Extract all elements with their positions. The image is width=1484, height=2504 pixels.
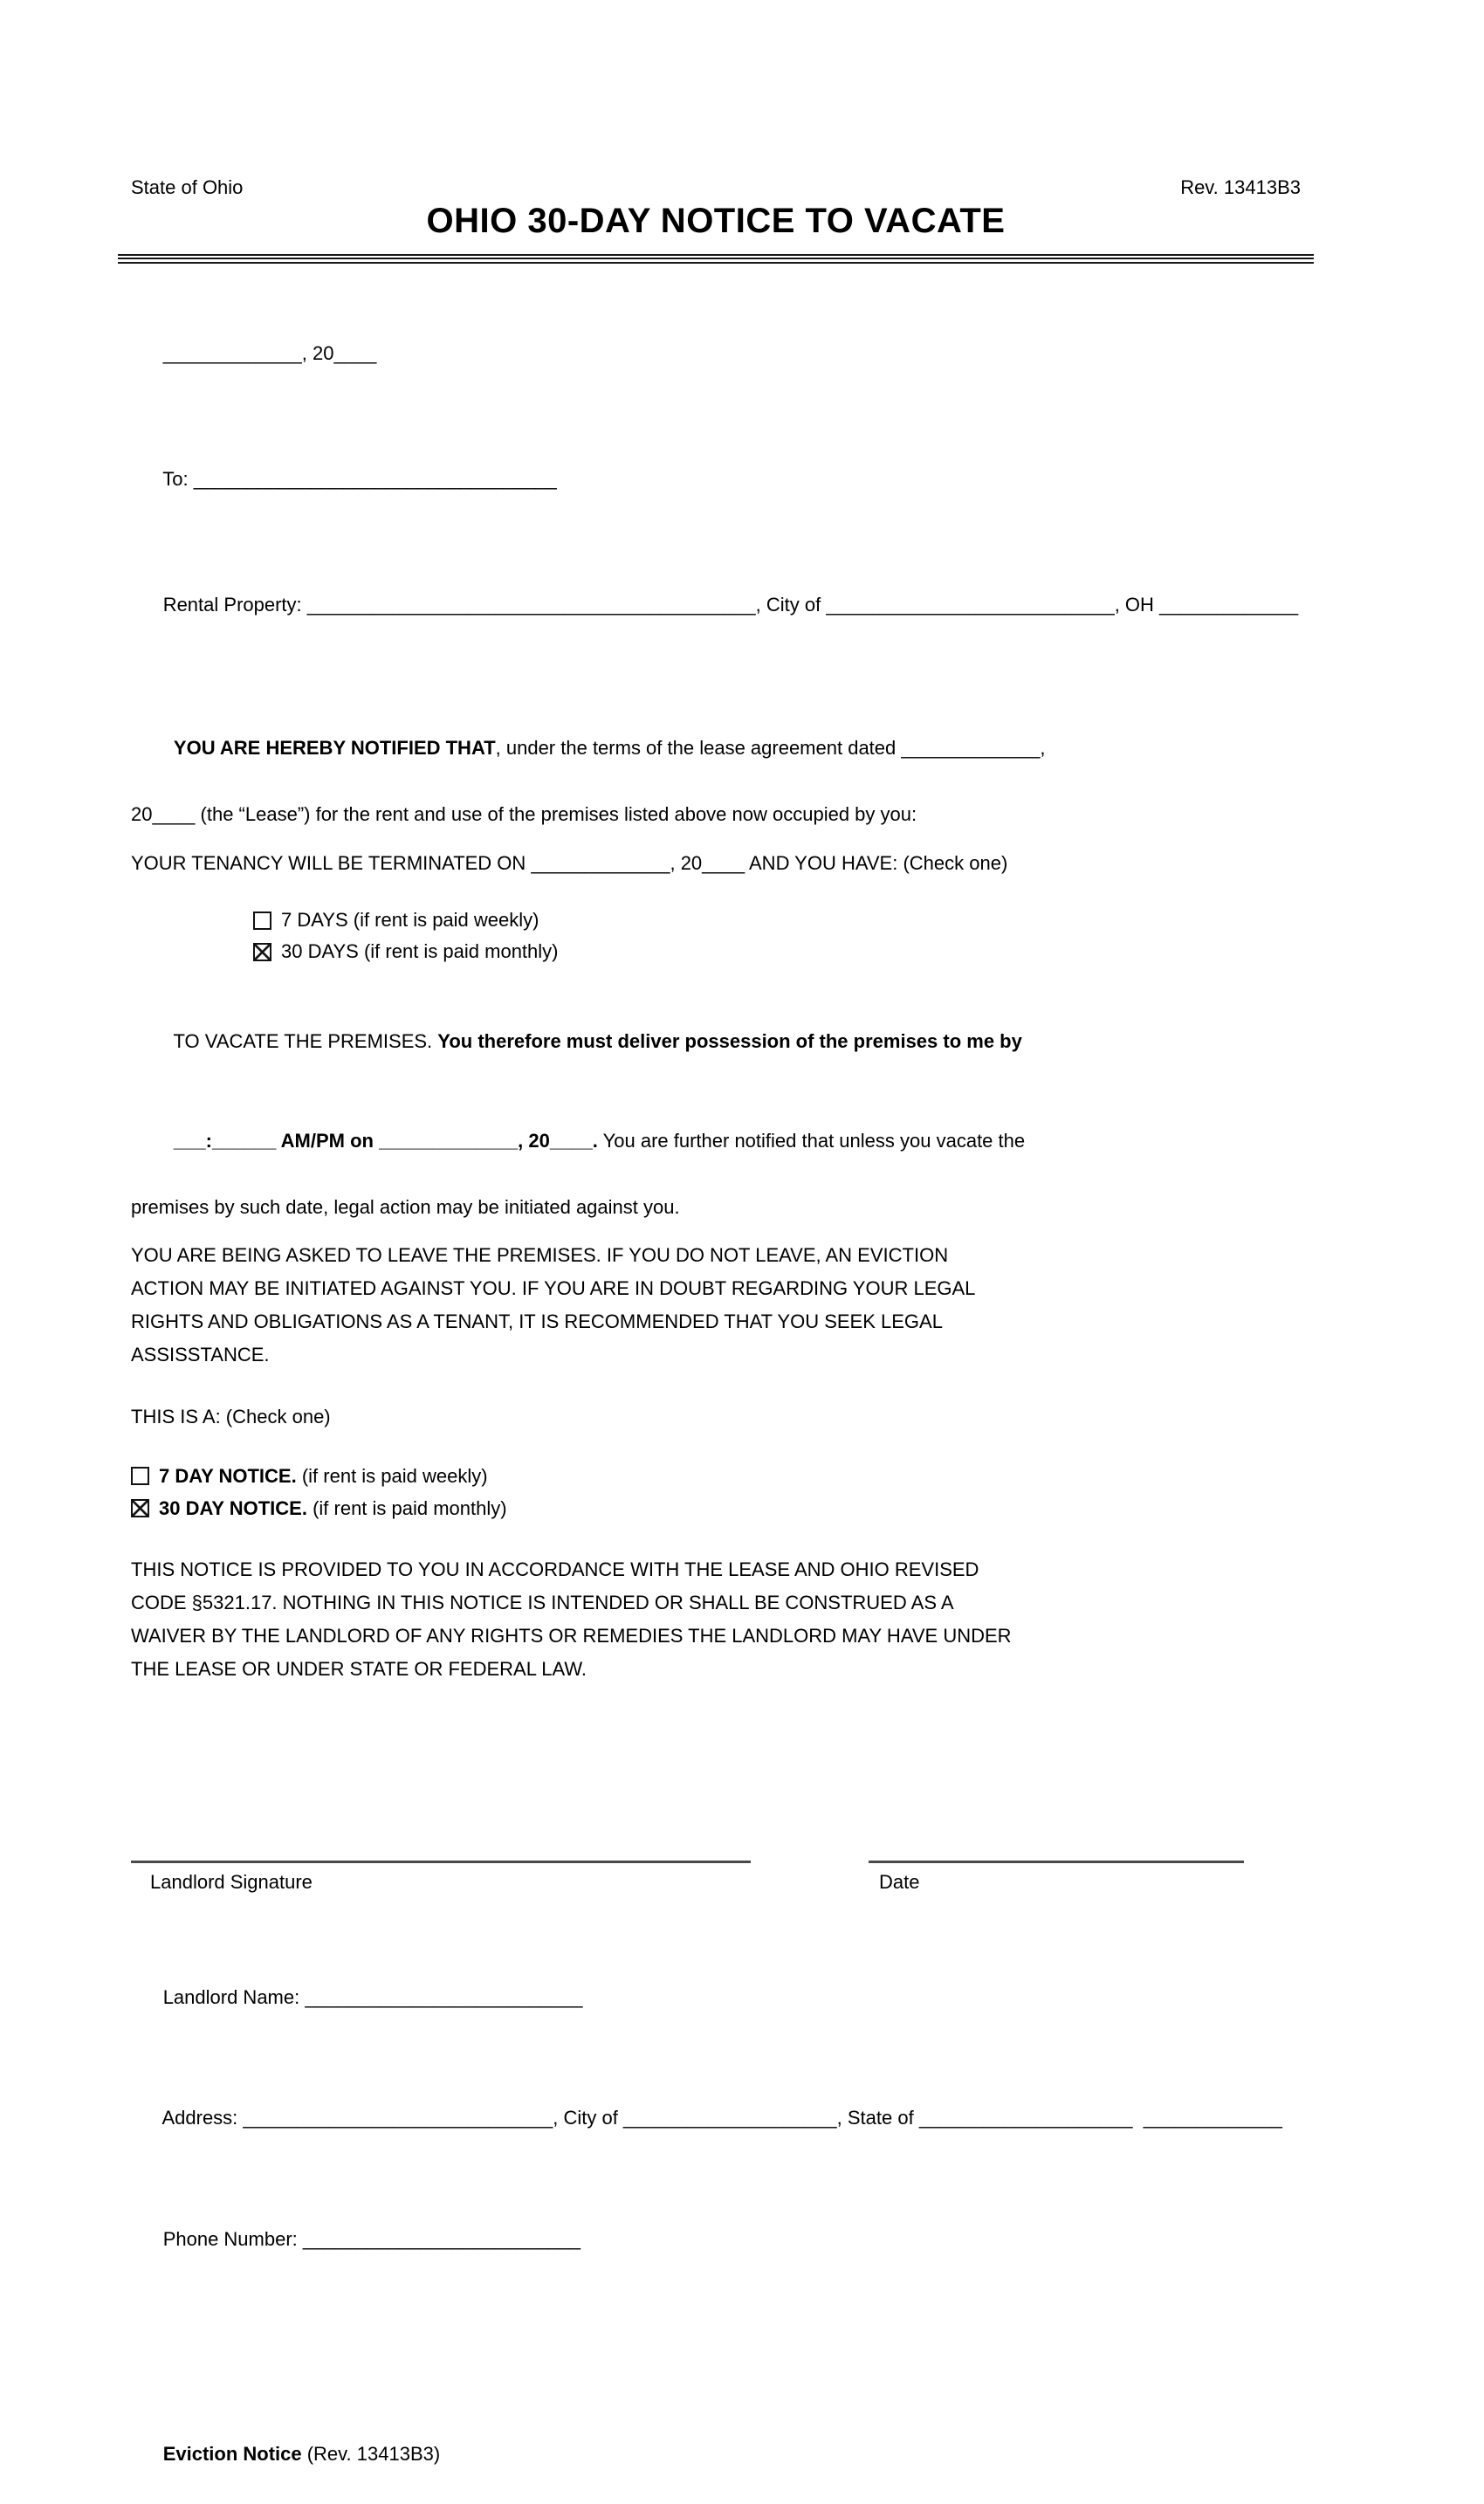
checkbox-label-7-days: 7 DAYS (if rent is paid weekly) bbox=[281, 909, 539, 931]
checkbox-label-30-day-notice: 30 DAY NOTICE. bbox=[159, 1497, 307, 1519]
notice-type-checkbox-list bbox=[131, 1460, 1301, 1524]
signature-block bbox=[131, 1861, 1301, 1895]
checkbox-note-7-day-notice: (if rent is paid weekly) bbox=[296, 1465, 488, 1487]
state-label: State of Ohio bbox=[131, 176, 244, 198]
vacate-line-1 bbox=[131, 992, 1301, 1091]
rental-property-blank: __________________________________________ bbox=[301, 594, 756, 616]
title-divider-rule bbox=[118, 258, 1314, 264]
provided-line-3: WAIVER BY THE LANDLORD OF ANY RIGHTS OR REMEDIES THE LANDLORD MAY HAVE UNDER bbox=[131, 1625, 1012, 1647]
to-line bbox=[131, 430, 1301, 529]
to-label: To: bbox=[162, 468, 189, 490]
address-state-label: , State of bbox=[836, 2107, 914, 2129]
notified-bold-lead: YOU ARE HEREBY NOTIFIED THAT bbox=[173, 737, 496, 759]
landlord-name-blank: __________________________ bbox=[299, 1986, 583, 2008]
document-header bbox=[131, 0, 1301, 199]
landlord-signature-line bbox=[131, 1861, 751, 1895]
letter-date-line bbox=[131, 304, 1301, 403]
address-state-blank: ____________________ bbox=[913, 2107, 1133, 2129]
asked-line-2: ACTION MAY BE INITIATED AGAINST YOU. IF YOU ARE IN DOUBT REGARDING YOUR LEGAL bbox=[131, 1277, 976, 1299]
address-city-blank: ____________________ bbox=[617, 2107, 837, 2129]
notified-paragraph bbox=[131, 698, 1301, 831]
checkbox-row-30-day-notice bbox=[131, 1492, 1301, 1524]
notified-line-1 bbox=[131, 698, 1301, 798]
signature-date-line bbox=[869, 1861, 1244, 1895]
asked-to-leave-paragraph bbox=[131, 1239, 1301, 1372]
asked-line-3: RIGHTS AND OBLIGATIONS AS A TENANT, IT IS RECOMMENDED THAT YOU SEEK LEGAL bbox=[131, 1310, 943, 1332]
checkbox-row-30-days bbox=[253, 936, 1301, 967]
checkbox-note-30-day-notice: (if rent is paid monthly) bbox=[306, 1497, 507, 1519]
checkbox-label-7-day-notice: 7 DAY NOTICE. bbox=[159, 1465, 297, 1487]
vacate-paragraph bbox=[131, 992, 1301, 1224]
footer-revision: (Rev. 13413B3) bbox=[301, 2443, 441, 2465]
notified-line-2: 20____ (the “Lease”) for the rent and use of the premises listed above now occupied by you: bbox=[131, 803, 917, 825]
phone-number-line bbox=[131, 2190, 1301, 2289]
phone-number-label: Phone Number: bbox=[162, 2228, 298, 2250]
checkbox-unchecked-icon[interactable] bbox=[253, 911, 271, 930]
landlord-name-label: Landlord Name: bbox=[162, 1986, 300, 2008]
vacate-rest-2: You are further notified that unless you vacate the bbox=[597, 1130, 1026, 1152]
city-blank: ___________________________ bbox=[821, 594, 1115, 616]
notice-provided-paragraph bbox=[131, 1553, 1301, 1686]
vacate-line-3: premises by such date, legal action may be initiated against you. bbox=[131, 1196, 680, 1218]
address-label: Address: bbox=[161, 2107, 238, 2129]
to-blank: __________________________________ bbox=[188, 468, 557, 490]
vacate-line-2 bbox=[131, 1091, 1301, 1191]
checkbox-row-7-days bbox=[253, 905, 1301, 936]
checkbox-label-30-days: 30 DAYS (if rent is paid monthly) bbox=[281, 940, 559, 962]
checkbox-checked-icon[interactable] bbox=[253, 943, 271, 961]
letter-date-blank: _____________, 20____ bbox=[162, 342, 377, 364]
provided-line-1: THIS NOTICE IS PROVIDED TO YOU IN ACCORDANCE WITH THE LEASE AND OHIO REVISED bbox=[131, 1558, 979, 1580]
landlord-address-line bbox=[131, 2068, 1301, 2168]
days-checkbox-list bbox=[131, 905, 1301, 967]
asked-line-4: ASSISSTANCE. bbox=[131, 1344, 270, 1366]
vacate-bold-2: ___:______ AM/PM on _____________, 20____. bbox=[173, 1130, 598, 1152]
vacate-lead: TO VACATE THE PREMISES. bbox=[173, 1030, 438, 1052]
phone-number-blank: __________________________ bbox=[297, 2228, 581, 2250]
address-tail-blank: _____________ bbox=[1132, 2107, 1282, 2129]
vacate-bold-1: You therefore must deliver possession of the premises to me by bbox=[437, 1030, 1022, 1052]
city-of-label: , City of bbox=[755, 594, 821, 616]
provided-line-4: THE LEASE OR UNDER STATE OR FEDERAL LAW. bbox=[131, 1658, 587, 1680]
checkbox-row-7-day-notice bbox=[131, 1460, 1301, 1492]
asked-line-1: YOU ARE BEING ASKED TO LEAVE THE PREMISES. IF YOU DO NOT LEAVE, AN EVICTION bbox=[131, 1244, 949, 1266]
notified-rest-1: , under the terms of the lease agreement dated _____________, bbox=[495, 737, 1046, 759]
signature-date-label: Date bbox=[879, 1871, 920, 1893]
page-title: OHIO 30-DAY NOTICE TO VACATE bbox=[118, 201, 1314, 256]
checkbox-checked-icon[interactable] bbox=[131, 1499, 149, 1517]
landlord-name-line bbox=[131, 1948, 1301, 2047]
this-is-a-line: THIS IS A: (Check one) bbox=[131, 1406, 331, 1427]
rental-property-label: Rental Property: bbox=[162, 594, 302, 616]
document-footer bbox=[131, 2404, 1301, 2504]
oh-label: , OH bbox=[1114, 594, 1154, 616]
address-city-label: , City of bbox=[553, 2107, 618, 2129]
provided-line-2: CODE §5321.17. NOTHING IN THIS NOTICE IS INTENDED OR SHALL BE CONSTRUED AS A bbox=[131, 1592, 954, 1613]
rental-property-line bbox=[131, 555, 1301, 655]
oh-blank: _____________ bbox=[1153, 594, 1299, 616]
footer-title: Eviction Notice bbox=[162, 2443, 302, 2465]
address-blank: _____________________________ bbox=[237, 2107, 553, 2129]
checkbox-unchecked-icon[interactable] bbox=[131, 1467, 149, 1485]
landlord-signature-label: Landlord Signature bbox=[150, 1871, 313, 1893]
revision-label: Rev. 13413B3 bbox=[1180, 176, 1301, 198]
tenancy-terminated-line: YOUR TENANCY WILL BE TERMINATED ON _____________, 20____ AND YOU HAVE: (Check one) bbox=[131, 852, 1008, 874]
